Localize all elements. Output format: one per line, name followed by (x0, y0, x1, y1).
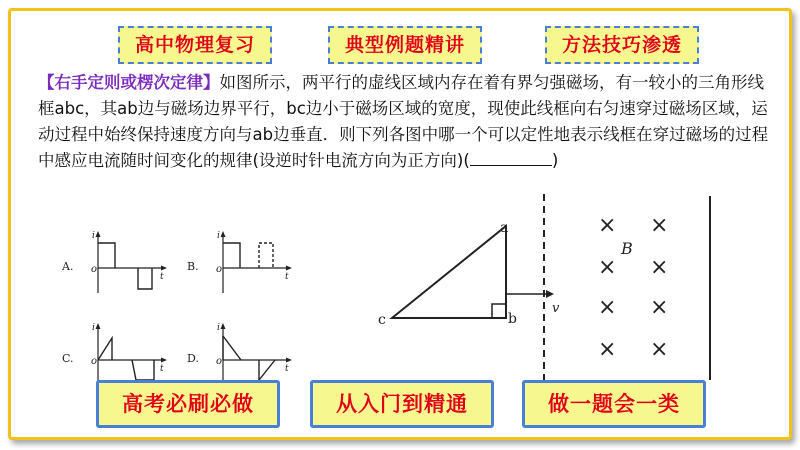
option-b-origin: o (216, 264, 223, 275)
option-d-axis-i: i (217, 323, 220, 333)
footer-tag-mastery: 从入门到精通 (310, 380, 494, 428)
field-cross: × (598, 213, 617, 238)
vertex-b-label: b (508, 311, 517, 327)
option-d-origin: o (216, 356, 223, 367)
option-c-axis-i: i (92, 323, 95, 333)
option-a-axis-t: t (160, 272, 164, 282)
option-a-letter: A. (62, 260, 74, 273)
option-d-axis-t: t (285, 364, 289, 374)
answer-blank (470, 149, 552, 166)
field-cross: × (650, 213, 669, 238)
option-c-letter: C. (62, 352, 74, 365)
option-a-origin: o (91, 264, 98, 275)
option-a-graph[interactable] (60, 228, 170, 298)
option-b-graph[interactable] (185, 228, 295, 298)
field-cross: × (650, 295, 669, 320)
field-cross: × (650, 337, 669, 362)
question-tail: ) (551, 151, 559, 170)
vertex-c-label: c (378, 312, 386, 328)
velocity-label: v (552, 301, 560, 316)
question-title: 【右手定则或楞次定律】 (38, 73, 220, 92)
footer-tag-one-type: 做一题会一类 (522, 380, 706, 428)
vertex-a-label: a (500, 220, 509, 236)
field-cross: × (598, 295, 617, 320)
option-b-axis-t: t (285, 272, 289, 282)
question-body: 如图所示，两平行的虚线区域内存在着有界匀强磁场，有一较小的三角形线框abc，其ab边与磁场边界平行，bc边小于磁场区域的宽度，现使此线框向右匀速穿过磁场区域，运动过程中始终保持速度方向与ab边垂直．则下列各图中哪一个可以定性地表示线框在穿过磁场的过程中感应电流随时间变化的规律(设逆时针电流方向为正方向)( (38, 73, 769, 170)
header-tag-methods: 方法技巧渗透 (545, 26, 699, 64)
question-text (38, 70, 780, 174)
option-d-letter: D. (187, 352, 199, 365)
header-tag-review: 高中物理复习 (118, 26, 272, 64)
triangle-frame (392, 226, 506, 318)
option-c-axis-t: t (160, 364, 164, 374)
field-b-label: B (621, 239, 633, 258)
option-b-letter: B. (187, 260, 199, 273)
option-b-axis-i: i (217, 231, 220, 241)
option-c-origin: o (91, 356, 98, 367)
field-cross: × (598, 255, 617, 280)
field-cross: × (650, 255, 669, 280)
header-tag-examples: 典型例题精讲 (328, 26, 482, 64)
magnetic-field-figure (370, 190, 720, 389)
option-a-axis-i: i (92, 231, 95, 241)
footer-tag-must-do: 高考必刷必做 (96, 380, 280, 428)
field-cross: × (598, 337, 617, 362)
